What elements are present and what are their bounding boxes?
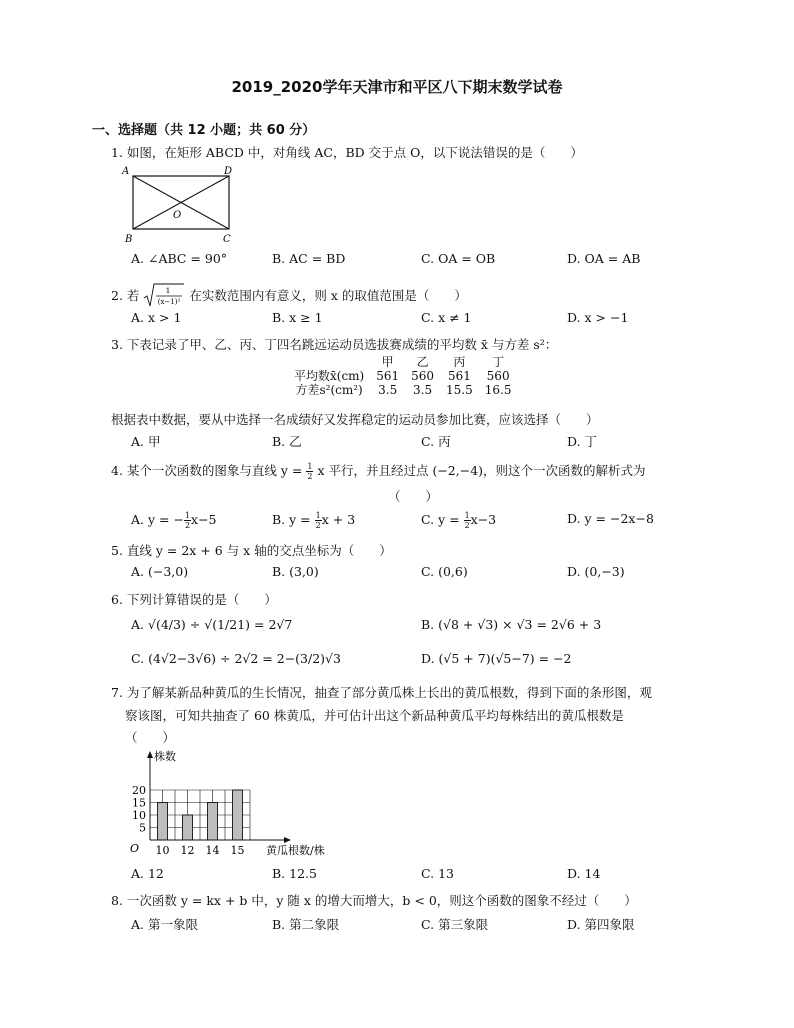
section-heading: 一、选择题（共 12 小题；共 60 分） (92, 123, 316, 138)
q6-option-d[interactable]: D. (√5 + 7)(√5−7) = −2 (421, 651, 572, 666)
q7-line3: （ ） (125, 730, 176, 745)
q3-follow: 根据表中数据，要从中选择一名成绩好又发挥稳定的运动员参加比赛，应该选择（ ） (111, 412, 599, 427)
q5-option-a[interactable]: A. (−3,0) (131, 564, 189, 579)
x-axis-label: 黄瓜根数/株 (266, 844, 325, 857)
table-cell: 甲 (381, 355, 394, 369)
q7-option-b[interactable]: B. 12.5 (272, 866, 317, 881)
table-cell: 560 (411, 369, 435, 383)
q4-stem-c: （ ） (388, 489, 439, 504)
y-tick-label: 15 (132, 796, 146, 810)
label-a: A (122, 166, 130, 177)
label-o: O (173, 210, 182, 221)
q7-option-d[interactable]: D. 14 (567, 866, 601, 881)
x-tick-label: 10 (155, 844, 170, 857)
table-cell: 乙 (416, 355, 429, 369)
chart-axes (147, 751, 291, 843)
table-cell: 丙 (453, 355, 466, 369)
table-row (288, 355, 517, 369)
label-d: D (224, 166, 233, 177)
q1-rectangle-figure (118, 163, 243, 248)
q2-suffix: 在实数范围内有意义，则 x 的取值范围是（ ） (189, 288, 467, 303)
q2-radical (143, 282, 185, 311)
label-c: C (223, 234, 231, 245)
x-axis-arrow-icon (284, 837, 291, 843)
q1-option-a[interactable]: A. ∠ABC = 90° (131, 251, 228, 266)
q7-option-a[interactable]: A. 12 (131, 866, 164, 881)
q8-option-d[interactable]: D. 第四象限 (567, 917, 635, 932)
table-row (288, 383, 517, 397)
table-cell: 561 (447, 369, 471, 383)
q7-option-c[interactable]: C. 13 (421, 866, 454, 881)
q3-stat-table (288, 355, 517, 397)
table-cell: 平均数x̄(cm) (294, 369, 365, 383)
q4-option-a[interactable]: A. y = − $\frac{1}{2}$ x−5 (131, 511, 217, 530)
table-cell: 丁 (492, 355, 505, 369)
q2-option-a[interactable]: A. x > 1 (131, 310, 182, 325)
q2-radicand-num: 1 (166, 286, 171, 295)
radical-sign-icon (143, 282, 185, 308)
bar-15 (233, 790, 243, 840)
origin-label: O (130, 842, 140, 855)
bar-14 (208, 803, 218, 841)
q6-stem: 6. 下列计算错误的是（ ） (111, 592, 277, 607)
q8-option-b[interactable]: B. 第二象限 (272, 917, 340, 932)
q1-option-b[interactable]: B. AC = BD (272, 251, 346, 266)
table-cell: 16.5 (484, 383, 512, 397)
q4-option-d[interactable]: D. y = −2x−8 (567, 511, 654, 526)
q3-option-d[interactable]: D. 丁 (567, 434, 598, 449)
q3-option-b[interactable]: B. 乙 (272, 434, 302, 449)
q7-line1: 7. 为了解某新品种黄瓜的生长情况，抽查了部分黄瓜株上长出的黄瓜根数，得到下面的条形图，观 (111, 685, 652, 700)
q4-fraction: $\frac{1}{2}$ (307, 462, 313, 481)
q1-option-d[interactable]: D. OA = AB (567, 251, 641, 266)
y-tick-label: 20 (132, 784, 146, 797)
q2-stem (111, 282, 467, 311)
q5-option-c[interactable]: C. (0,6) (421, 564, 468, 579)
q7-bar-chart (120, 748, 340, 863)
q2-option-b[interactable]: B. x ≥ 1 (272, 310, 323, 325)
q7-line2: 察该图，可知共抽查了 60 株黄瓜，并可估计出这个新品种黄瓜平均每株结出的黄瓜根数是 (125, 708, 624, 723)
q1-stem: 1. 如图，在矩形 ABCD 中，对角线 AC，BD 交于点 O，以下说法错误的是（ ） (111, 145, 583, 160)
q3-stem: 3. 下表记录了甲、乙、丙、丁四名跳远运动员选拔赛成绩的平均数 x̄ 与方差 s²： (111, 337, 558, 352)
q5-option-d[interactable]: D. (0,−3) (567, 564, 625, 579)
table-cell: 15.5 (446, 383, 473, 397)
q1-option-c[interactable]: C. OA = OB (421, 251, 496, 266)
q4-stem (111, 461, 646, 481)
y-tick-label: 10 (132, 809, 146, 822)
page-title: 2019_2020学年天津市和平区八下期末数学试卷 (231, 78, 563, 96)
q8-stem: 8. 一次函数 y = kx + b 中，y 随 x 的增大而增大，b < 0，则这个函数的图象不经过（ ） (111, 893, 637, 908)
table-cell: 3.5 (413, 383, 433, 397)
y-tick-label: 5 (139, 821, 146, 835)
table-cell: 560 (486, 369, 510, 383)
y-axis-arrow-icon (147, 751, 153, 758)
table-cell: 3.5 (378, 383, 398, 397)
q5-stem: 5. 直线 y = 2x + 6 与 x 轴的交点坐标为（ ） (111, 543, 392, 558)
q5-option-b[interactable]: B. (3,0) (272, 564, 319, 579)
q3-option-a[interactable]: A. 甲 (131, 434, 161, 449)
q2-option-c[interactable]: C. x ≠ 1 (421, 310, 472, 325)
q6-option-c[interactable]: C. (4√2−3√6) ÷ 2√2 = 2−(3/2)√3 (131, 651, 341, 666)
q4-stem-b: x 平行，并且经过点 (−2,−4)，则这个一次函数的解析式为 (317, 463, 646, 478)
q4-stem-a: 4. 某个一次函数的图象与直线 y = (111, 463, 303, 478)
x-tick-label: 12 (180, 844, 195, 857)
x-tick-label: 14 (205, 844, 220, 857)
q2-option-d[interactable]: D. x > −1 (567, 310, 629, 325)
bar-10 (158, 803, 168, 841)
q2-prefix: 2. 若 (111, 288, 140, 303)
q6-option-a[interactable]: A. √(4/3) ÷ √(1/21) = 2√7 (131, 617, 293, 632)
table-row (288, 369, 517, 383)
q2-radicand-den: (x−1)² (158, 298, 181, 306)
q3-option-c[interactable]: C. 丙 (421, 434, 451, 449)
label-b: B (125, 234, 133, 245)
table-cell: 方差s²(cm²) (295, 383, 363, 397)
y-axis-label: 株数 (154, 750, 176, 763)
x-tick-label: 15 (230, 844, 245, 857)
table-cell: 561 (376, 369, 400, 383)
q8-option-a[interactable]: A. 第一象限 (131, 917, 198, 932)
q6-option-b[interactable]: B. (√8 + √3) × √3 = 2√6 + 3 (421, 617, 602, 632)
table-cell (288, 355, 370, 369)
q8-option-c[interactable]: C. 第三象限 (421, 917, 489, 932)
q4-option-b[interactable]: B. y = $\frac{1}{2}$ x + 3 (272, 511, 356, 530)
q4-option-c[interactable]: C. y = $\frac{1}{2}$ x−3 (421, 511, 497, 530)
bar-12 (183, 815, 193, 840)
